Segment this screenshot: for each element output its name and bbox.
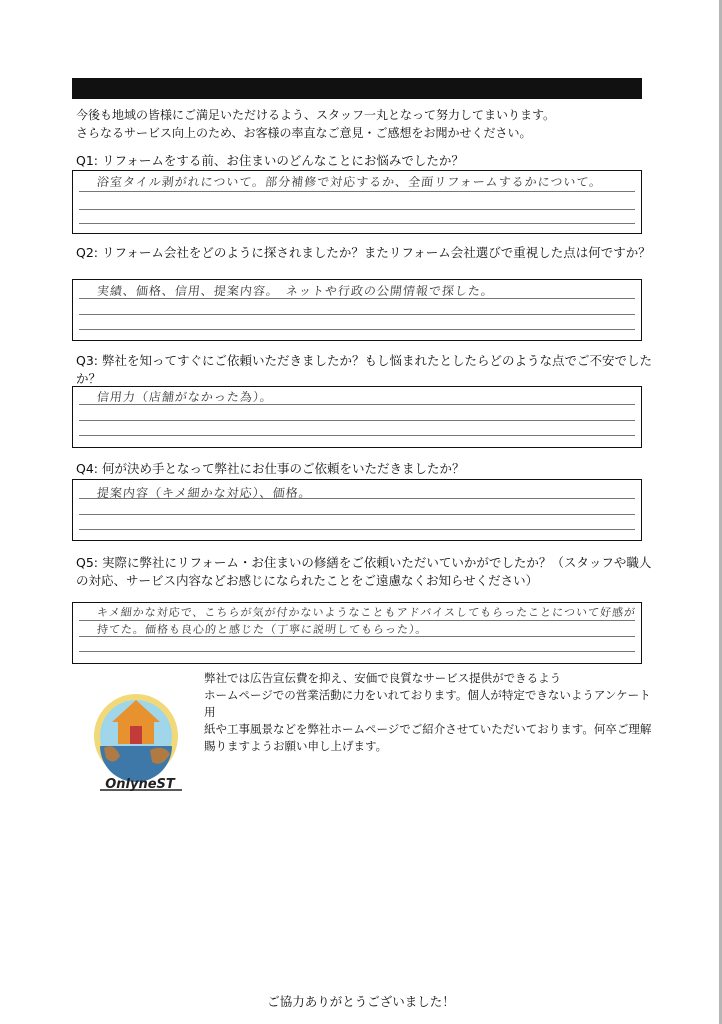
- intro-text: [76, 106, 656, 142]
- question-2-label: Q2: リフォーム会社をどのように探されましたか？またリフォーム会社選びで重視した点は何ですか？: [76, 245, 651, 260]
- answer-5-line-2: 持てた。価格も良心的と感じた（丁寧に説明してもらった）。: [96, 623, 429, 636]
- answer-rule: [79, 435, 635, 436]
- footer-line-1: 弊社では広告宣伝費を抑え、安価で良質なサービス提供ができるよう: [204, 671, 562, 685]
- question-4-label: Q4: 何が決め手となって弊社にお仕事のご依頼をいただきましたか？: [76, 461, 465, 476]
- answer-rule: [79, 191, 635, 192]
- answer-1-line-1: 浴室タイル剥がれについて。部分補修で対応するか、全面リフォームするかについて。: [96, 175, 603, 189]
- house-globe-logo-icon: [90, 684, 190, 804]
- logo-house-door: [130, 726, 142, 744]
- header-bar: [72, 78, 642, 99]
- company-logo: [90, 684, 190, 804]
- thank-you-message: ご協力ありがとうございました！: [267, 994, 455, 1009]
- answer-rule: [79, 404, 635, 405]
- answer-rule: [79, 298, 635, 299]
- answer-rule: [79, 651, 635, 652]
- answer-rule: [79, 329, 635, 330]
- footer-line-3: 紙や工事風景などを弊社ホームページでご紹介させていただいております。何卒ご理解: [204, 722, 652, 736]
- footer-line-2: ホームページでの営業活動に力をいれております。個人が特定できないようアンケート用: [204, 688, 651, 719]
- answer-rule: [79, 636, 635, 637]
- answer-box-4: [72, 479, 642, 541]
- answer-rule: [79, 223, 635, 224]
- answer-rule: [79, 514, 635, 515]
- answer-2-line-1: 実績、価格、信用、提案内容。 ネットや行政の公開情報で探した。: [96, 284, 495, 298]
- question-5-label: Q5: 実際に弊社にリフォーム・お住まいの修繕をご依頼いただいていかがでしたか？（スタッフや職人の対応、サービス内容などお感じになられたことをご遠慮なくお知らせください）: [76, 555, 652, 588]
- question-3-label: Q3: 弊社を知ってすぐにご依頼いただきましたか？もし悩まれたとしたらどのような点でご不安でしたか？: [76, 353, 652, 386]
- question-1-label: Q1: リフォームをする前、お住まいのどんなことにお悩みでしたか？: [76, 153, 464, 168]
- answer-rule: [79, 498, 635, 499]
- footer-note: [204, 670, 654, 755]
- answer-3-line-1: 信用力（店舗がなかった為）。: [96, 390, 274, 404]
- answer-rule: [79, 314, 635, 315]
- footer-line-4: 賜りますようお願い申し上げます。: [204, 739, 388, 753]
- answer-box-2: [72, 279, 642, 341]
- answer-box-1: [72, 170, 642, 234]
- intro-line-1: 今後も地域の皆様にご満足いただけるよう、スタッフ一丸となって努力してまいります。: [76, 108, 556, 122]
- logo-wordmark: OnlyneST: [105, 777, 175, 792]
- answer-rule: [79, 420, 635, 421]
- answer-4-line-1: 提案内容（キメ細かな対応）、価格。: [96, 486, 313, 500]
- answer-5-line-1: キメ細かな対応で、こちらが気が付かないようなこともアドバイスしてもらったことについて好感が: [96, 606, 637, 619]
- intro-line-2: さらなるサービス向上のため、お客様の率直なご意見・ご感想をお聞かせください。: [76, 126, 532, 140]
- answer-rule: [79, 529, 635, 530]
- answer-box-3: [72, 386, 642, 448]
- answer-rule: [79, 209, 635, 210]
- answer-box-5: [72, 602, 642, 664]
